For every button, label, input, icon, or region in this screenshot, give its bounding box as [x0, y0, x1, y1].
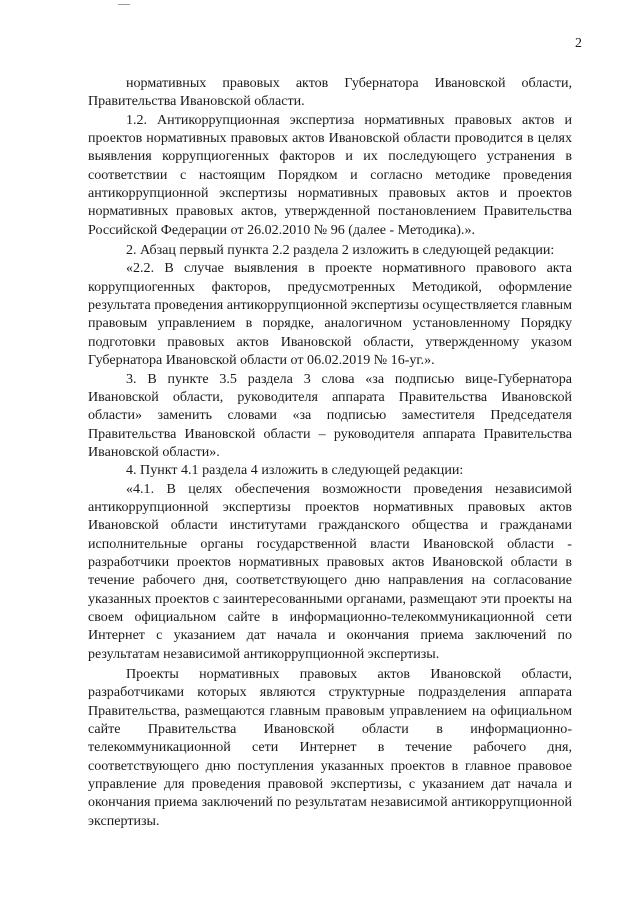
paragraph-item-2: 2. Абзац первый пункта 2.2 раздела 2 изложить в следующей редакции: [126, 242, 555, 259]
paragraph-2-2-quote: «2.2. В случае выявления в проекте нормативного правового акта коррупциогенных факторов, предусмотренных Методикой, оформление результата проведения антикоррупционной экспертизы осуществляется главным правовым управлением в порядке, аналогичном установленному Порядку подготовки правовых актов Ивановской области, утвержденному указом Губернатора Ивановской области от 06.02.2019 № 16-уг.». [88, 260, 572, 369]
paragraph-1-2: 1.2. Антикоррупционная экспертиза нормативных правовых актов и проектов нормативных правовых актов Ивановской области проводится в целях выявления коррупциогенных факторов и их последующего устранения в соответствии с настоящим Порядком и согласно методике проведения антикоррупционной экспертизы нормативных правовых актов и проектов нормативных правовых актов, утвержденной постановлением Правительства Российской Федерации от 26.02.2010 № 96 (далее - Методика).». [88, 111, 572, 238]
paragraph-item-4: 4. Пункт 4.1 раздела 4 изложить в следующей редакции: [126, 462, 464, 479]
scan-mark [118, 4, 130, 5]
paragraph-4-1-quote: «4.1. В целях обеспечения возможности проведения независимой антикоррупционной экспертизы проектов нормативных правовых актов Ивановской области институтами гражданского общества и гражданами исполнительные органы государственной власти Ивановской области - разработчики проектов нормативных правовых актов Ивановской области в течение рабочего дня, соответствующего дню направления на согласование указанных проектов с заинтересованными органами, размещают эти проекты на своем официальном сайте в информационно-телекоммуникационной сети Интернет с указанием дат начала и окончания приема заключений по результатам независимой антикоррупционной экспертизы. [88, 480, 572, 662]
document-body [88, 74, 572, 830]
paragraph-continuation: нормативных правовых актов Губернатора Ивановской области, Правительства Ивановской области. [88, 75, 572, 110]
page-number: 2 [575, 36, 582, 51]
paragraph-projects: Проекты нормативных правовых актов Ивановской области, разработчиками которых являются структурные подразделения аппарата Правительства, размещаются главным правовым управлением на официальном сайте Правительства Ивановской области в информационно-телекоммуникационной сети Интернет в течение рабочего дня, соответствующего дню поступления указанных проектов в главное правовое управление для проведения правовой экспертизы, с указанием дат начала и окончания приема заключений по результатам независимой антикоррупционной экспертизы. [88, 666, 572, 829]
paragraph-item-3: 3. В пункте 3.5 раздела 3 слова «за подписью вице-Губернатора Ивановской области, руководителя аппарата Правительства Ивановской области» заменить словами «за подписью заместителя Председателя Правительства Ивановской области – руководителя аппарата Правительства Ивановской области». [88, 370, 572, 460]
